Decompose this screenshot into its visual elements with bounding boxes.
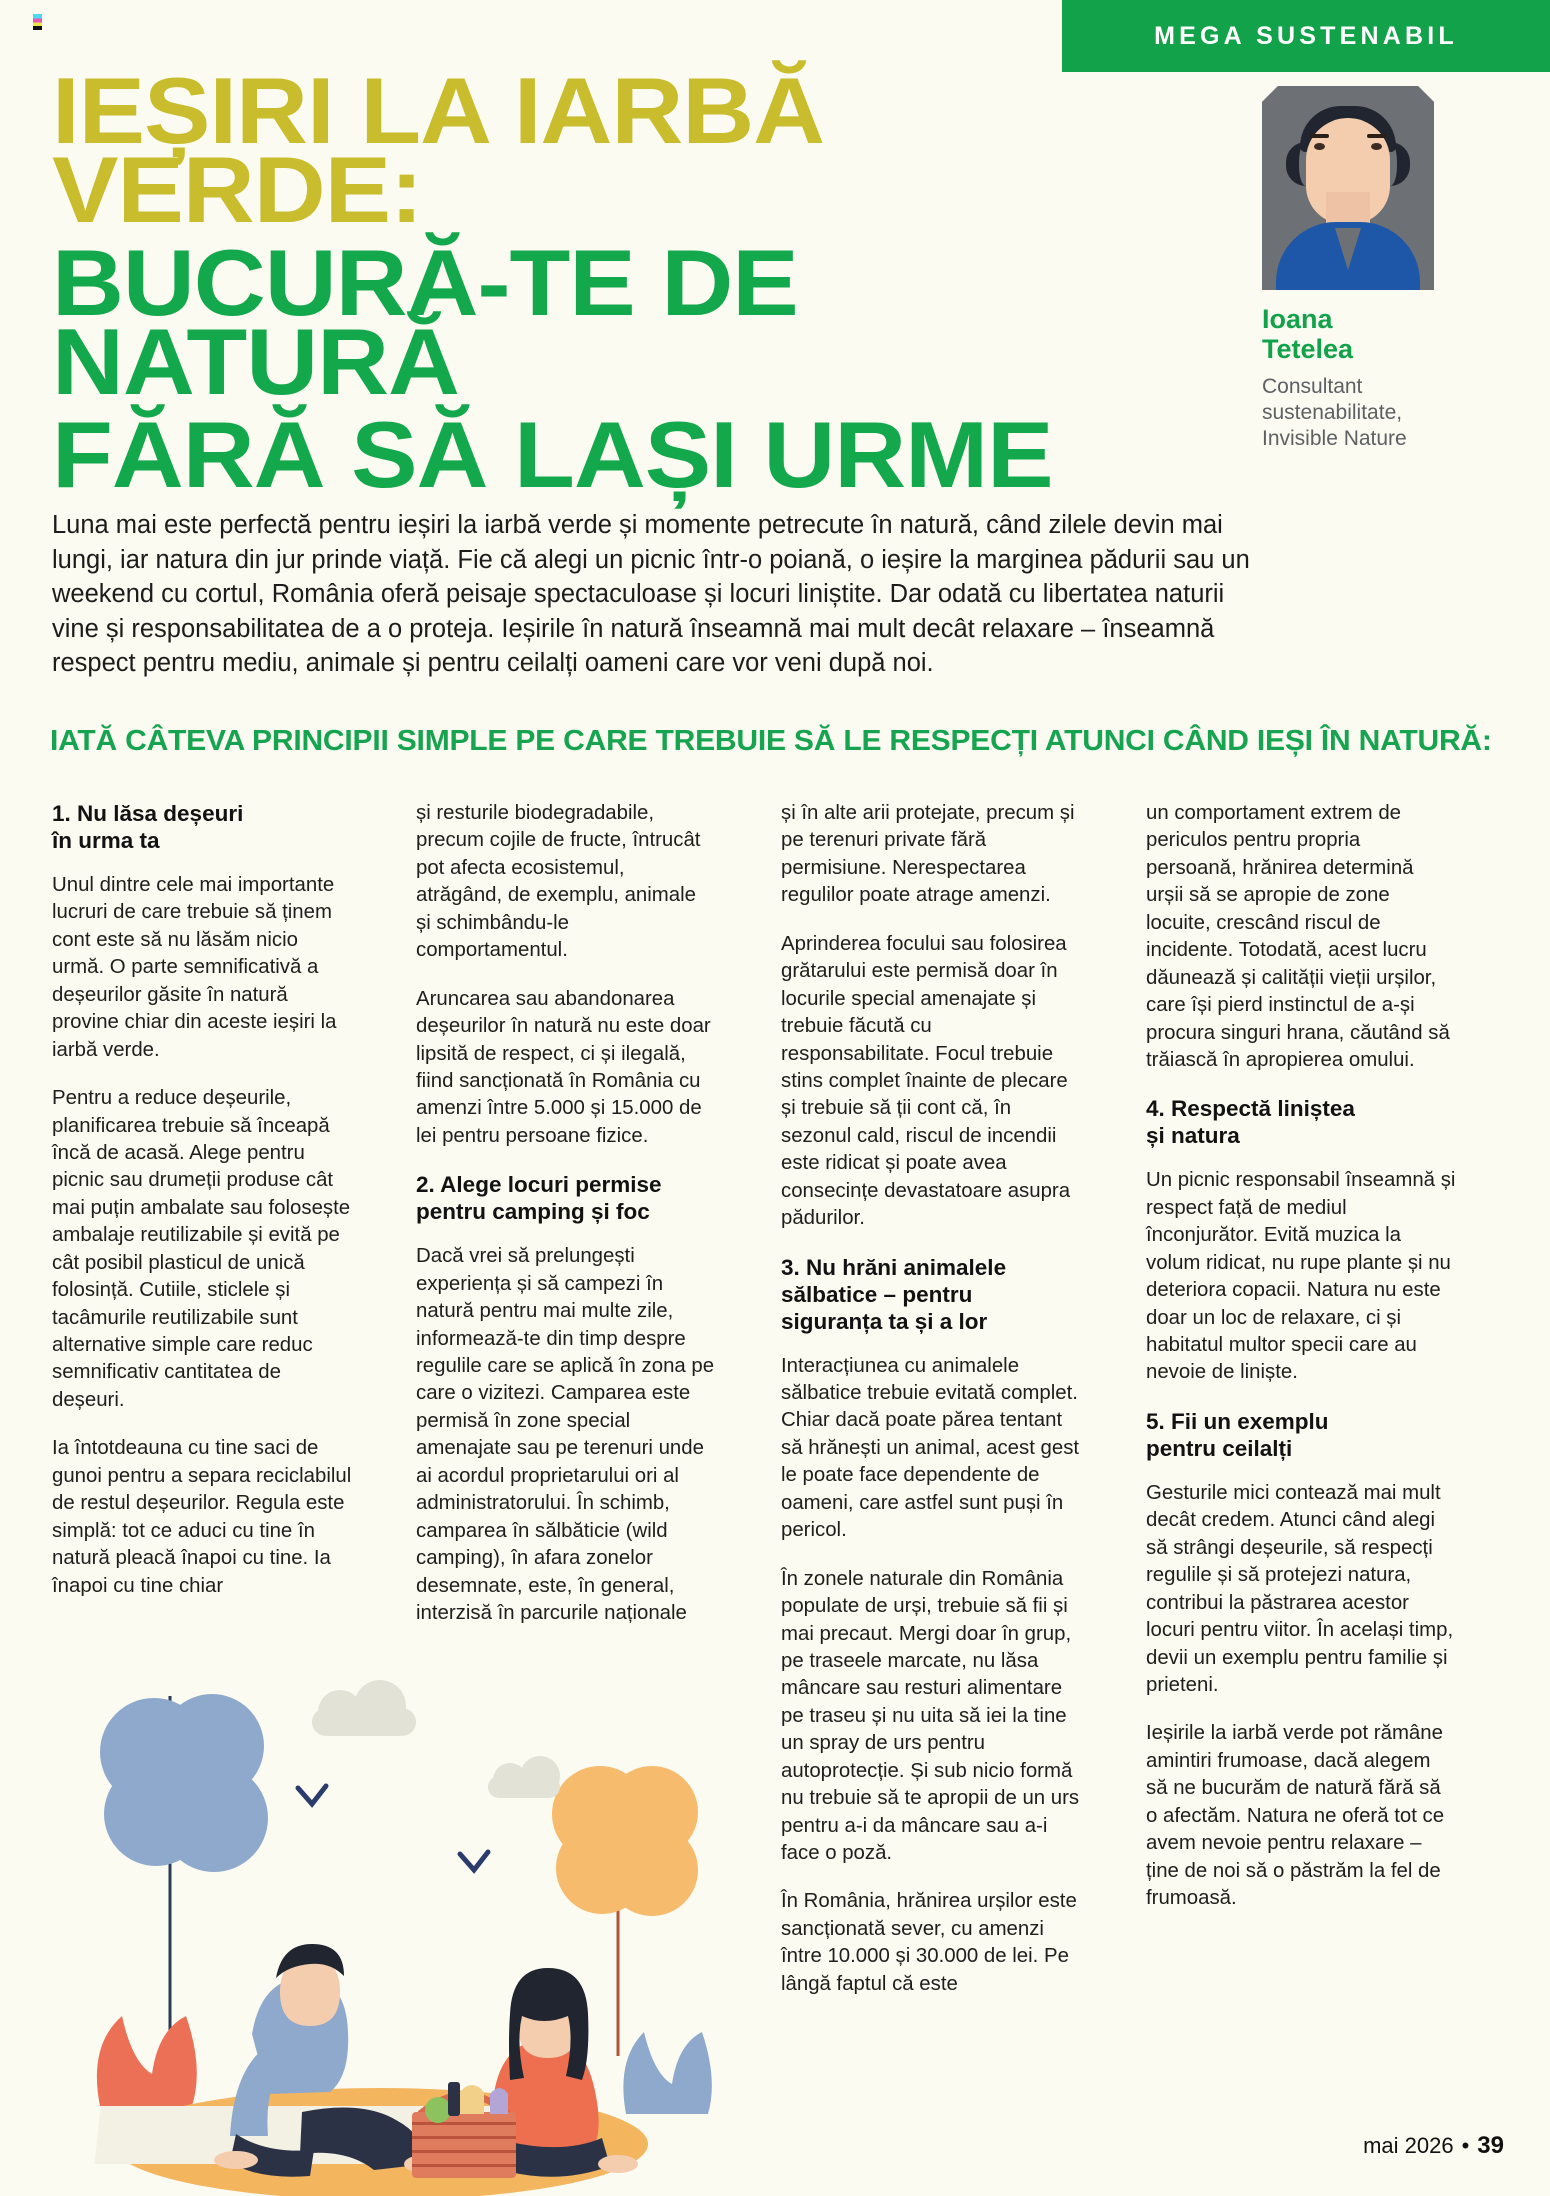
col4-paragraph-4: Ieșirile la iarbă verde pot rămâne amintiri frumoase, dacă alegem să ne bucurăm de natură fără să o afectăm. Natura ne oferă tot ce avem nevoie pentru relaxare – ține de noi să o păstrăm la fel de frumoasă. bbox=[1146, 1722, 1445, 1909]
subheading-3 bbox=[781, 1254, 1081, 1335]
column-1 bbox=[52, 800, 352, 1621]
section-heading: IATĂ CÂTEVA PRINCIPII SIMPLE PE CARE TREBUIE SĂ LE RESPECȚI ATUNCI CÂND IEȘI ÎN NATURĂ: bbox=[50, 725, 1492, 757]
col4-paragraph-1: un comportament extrem de periculos pentru propria persoană, hrănirea determină urșii să se apropie de zone locuite, crescând riscul de incidente. Totodată, acest lucru dăunează și calității vieții urșilor, care își pierd instinctul de a-și procura singuri hrana, căutând să trăiască în apropierea omului. bbox=[1146, 802, 1450, 1071]
author-role-line-3: Invisible Nature bbox=[1262, 426, 1407, 450]
bird-icon-1 bbox=[298, 1786, 326, 1804]
author-photo bbox=[1262, 86, 1434, 290]
subheading-3-line-1: 3. Nu hrăni animalele bbox=[781, 1254, 1007, 1280]
cloud-icon-1 bbox=[312, 1680, 416, 1736]
bottle-icon bbox=[448, 2082, 460, 2116]
subheading-2-line-2: pentru camping și foc bbox=[416, 1199, 650, 1225]
subheading-3-line-3: siguranța ta și a lor bbox=[781, 1308, 988, 1334]
blue-bush-icon bbox=[623, 2032, 711, 2114]
col3-paragraph-4: În zonele naturale din România populate de urși, trebuie să fii și mai precaut. Mergi doar în grup, pe traseele marcate, nu lăsa mâncare sau resturi alimentare pe traseu și nu uita să iei la tine un spray de urs pentru autoprotecție. Și sub nicio formă nu trebuie să te apropii de un urs pentru a-i da mâncare sau a-i face o poză. bbox=[781, 1567, 1080, 1864]
bird-icon-2 bbox=[460, 1852, 488, 1870]
col1-paragraph-1: Unul dintre cele mai importante lucruri de care trebuie să ținem cont este să nu lăsăm nicio urmă. O parte semnificativă a deșeurilor găsite în natură provine chiar din aceste ieșiri la iarbă verde. bbox=[52, 874, 337, 1061]
footer-separator: • bbox=[1461, 2133, 1470, 2158]
col1-paragraph-3: Ia întotdeauna cu tine saci de gunoi pentru a separa reciclabilul de restul deșeurilor. Regula este simplă: tot ce aduci cu tine în natură pleacă înapoi cu tine. Ia înapoi cu tine chiar bbox=[52, 1437, 352, 1597]
author-name-line-1: Ioana bbox=[1262, 304, 1333, 334]
red-bush-icon bbox=[97, 2016, 197, 2106]
subheading-5-line-2: pentru ceilalți bbox=[1146, 1435, 1293, 1461]
col2-paragraph-1: și resturile biodegradabile, precum cojile de fructe, întrucât pot afecta ecosistemul, atrăgând, de exemplu, animale și schimbându-le comportamentul. bbox=[416, 802, 701, 962]
column-2 bbox=[416, 800, 716, 1648]
author-block bbox=[1262, 86, 1512, 451]
footer-issue: mai 2026 bbox=[1363, 2133, 1454, 2158]
subheading-5-line-1: 5. Fii un exemplu bbox=[1146, 1408, 1329, 1434]
author-name bbox=[1262, 304, 1512, 364]
person-man bbox=[214, 1944, 444, 2177]
subheading-1-line-1: 1. Nu lăsa deșeuri bbox=[52, 801, 244, 826]
subheading-2-line-1: 2. Alege locuri permise bbox=[416, 1172, 662, 1198]
subheading-4-line-1: 4. Respectă liniștea bbox=[1146, 1096, 1355, 1122]
col2-paragraph-3: Dacă vrei să prelungești experiența și să campezi în natură pentru mai multe zile, informează-te din timp despre regulile care se aplică în zona pe care o vizitezi. Camparea este permisă în zone special amenajate sau pe terenuri unde ai acordul proprietarului ori al administratorului. În schimb, camparea în sălbăticie (wild camping), în afara zonelor desemnate, este, în general, interzisă în parcurile naționale bbox=[416, 1245, 715, 1624]
column-4 bbox=[1146, 800, 1456, 1933]
col4-paragraph-3: Gesturile mici contează mai mult decât credem. Atunci când alegi să strângi deșeurile, să respecți regulile și să protejezi natura, contribui la păstrarea acestor locuri pentru viitor. În același timp, devii un exemplu pentru familie și prieteni. bbox=[1146, 1481, 1454, 1696]
subheading-4-line-2: și natura bbox=[1146, 1123, 1240, 1149]
jar-icon bbox=[490, 2088, 508, 2114]
col3-paragraph-3: Interacțiunea cu animalele sălbatice trebuie evitată complet. Chiar dacă poate părea tentant să hrănești un animal, acest gest le poate face dependente de oameni, care astfel sunt puși în pericol. bbox=[781, 1354, 1080, 1542]
eye-left bbox=[1314, 143, 1325, 150]
author-role-line-2: sustenabilitate, bbox=[1262, 401, 1403, 425]
section-banner bbox=[1062, 0, 1550, 72]
page-title bbox=[52, 58, 1082, 507]
headline-line-3: FĂRĂ SĂ LAȘI URME bbox=[52, 401, 1053, 507]
subheading-1-line-2: în urma ta bbox=[52, 828, 160, 853]
bread-icon bbox=[460, 2085, 484, 2114]
col3-paragraph-2: Aprinderea focului sau folosirea grătarului este permisă doar în locurile special amenajate și trebuie făcută cu responsabilitate. Focul trebuie stins complet înainte de plecare și trebuie să ții cont că, în sezonul cald, riscul de incendii este ridicat și poate avea consecințe devastatoare asupra pădurilor. bbox=[781, 932, 1071, 1230]
eye-right bbox=[1371, 143, 1382, 150]
headline-line-2: BUCURĂ-TE DE NATURĂ bbox=[52, 229, 798, 414]
headline-line-1: IEȘIRI LA IARBĂ VERDE: bbox=[52, 58, 825, 242]
section-banner-label: MEGA SUSTENABIL bbox=[1154, 21, 1458, 50]
footer-page-number: 39 bbox=[1477, 2132, 1504, 2159]
page-footer bbox=[1363, 2132, 1504, 2160]
subheading-1 bbox=[52, 800, 352, 854]
column-3 bbox=[781, 800, 1081, 2019]
subheading-5 bbox=[1146, 1408, 1456, 1462]
col3-paragraph-1: și în alte arii protejate, precum și pe terenuri private fără permisiune. Nerespectarea regulilor poate atrage amenzi. bbox=[781, 802, 1075, 907]
apple-icon bbox=[425, 2097, 451, 2123]
col4-paragraph-2: Un picnic responsabil înseamnă și respect față de mediul înconjurător. Evită muzica la volum ridicat, nu rupe plante și nu deteriora copacii. Natura nu este doar un loc de relaxare, ci și habitatul multor specii care au nevoie de liniște. bbox=[1146, 1169, 1456, 1384]
author-role bbox=[1262, 374, 1512, 451]
hair-sides bbox=[1286, 142, 1410, 186]
brow-left bbox=[1309, 134, 1329, 138]
col1-paragraph-2: Pentru a reduce deșeurile, planificarea trebuie să înceapă încă de acasă. Alege pentru picnic sau drumeții produse cât mai puțin ambalate sau folosește ambalaje reutilizabile și evită pe cât posibil plasticul de unică folosință. Cutiile, sticlele și tacâmurile reutilizabile sunt alternative simple care reduc semnificativ cantitatea de deșeuri. bbox=[52, 1087, 351, 1411]
cmyk-registration-mark bbox=[33, 14, 42, 30]
brow-right bbox=[1367, 134, 1387, 138]
subheading-2 bbox=[416, 1171, 716, 1225]
intro-paragraph: Luna mai este perfectă pentru ieșiri la iarbă verde și momente petrecute în natură, când zilele devin mai lungi, iar natura din jur prinde viață. Fie că alegi un picnic într-o poiană, o ieșire la marginea pădurii sau un weekend cu cortul, România oferă peisaje spectaculoase și locuri liniștite. Dar odată cu libertatea naturii vine și responsabilitatea de a o proteja. Ieșirile în natură înseamnă mai mult decât relaxare – înseamnă respect pentru mediu, animale și pentru ceilalți oameni care vor veni după noi. bbox=[52, 511, 1250, 678]
subheading-4 bbox=[1146, 1095, 1456, 1149]
author-role-line-1: Consultant bbox=[1262, 375, 1363, 399]
subheading-3-line-2: sălbatice – pentru bbox=[781, 1281, 973, 1307]
author-name-line-2: Tetelea bbox=[1262, 334, 1354, 365]
picnic-illustration bbox=[40, 1636, 720, 2196]
blue-tree-icon bbox=[100, 1694, 268, 2036]
col3-paragraph-5: În România, hrănirea urșilor este sancționată sever, cu amenzi între 10.000 și 30.000 de lei. Pe lângă faptul că este bbox=[781, 1890, 1077, 1995]
col2-paragraph-2: Aruncarea sau abandonarea deșeurilor în natură nu este doar lipsită de respect, ci și ilegală, fiind sancționată în România cu amenzi între 5.000 și 15.000 de lei pentru persoane fizice. bbox=[416, 987, 711, 1147]
cloud-icon-2 bbox=[488, 1756, 560, 1798]
